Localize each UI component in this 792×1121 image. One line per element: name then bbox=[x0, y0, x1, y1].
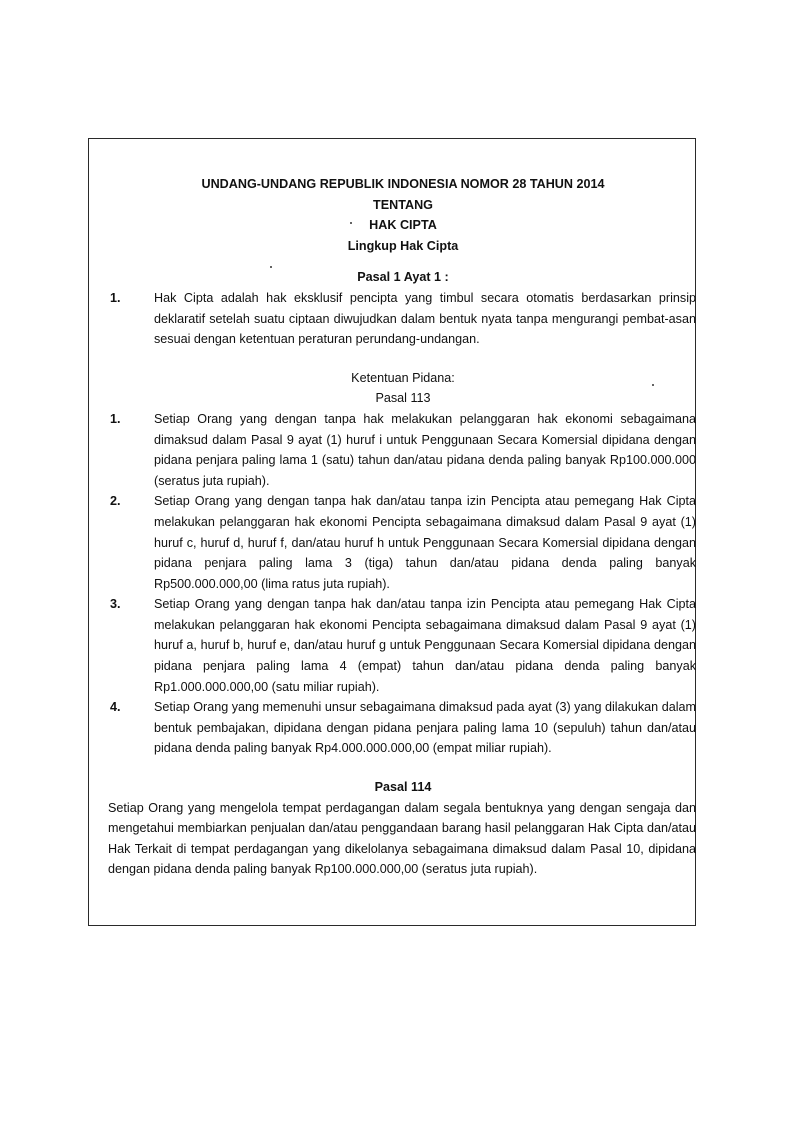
item-number: 1. bbox=[110, 411, 121, 426]
item-number: 2. bbox=[110, 494, 121, 509]
item-text: Setiap Orang yang dengan tanpa hak dan/atau tanpa izin Pencipta atau pemegang Hak Cipta melakukan pelanggaran hak ekonomi Pencipta sebagaimana dimaksud dalam Pasal 9 ayat (1) huruf a, huruf b, huruf e, dan/atau huruf g untuk Penggunaan Secara Komersial dipidana dengan pidana penjara paling lama 4 (empat) tahun dan/atau pidana denda paling banyak Rp1.000.000.000,00 (satu miliar rupiah). bbox=[154, 597, 696, 694]
scope-heading: Lingkup Hak Cipta bbox=[347, 238, 459, 253]
pasal-113-heading: Pasal 113 bbox=[375, 391, 431, 406]
pasal-113-item bbox=[110, 409, 696, 491]
pasal-113-item bbox=[110, 594, 696, 697]
pasal-1-item bbox=[110, 288, 696, 350]
document-content bbox=[110, 174, 696, 880]
pasal-113-item bbox=[110, 491, 696, 594]
item-text: Setiap Orang yang memenuhi unsur sebagaimana dimaksud pada ayat (3) yang dilakukan dalam bentuk pembajakan, dipidana dengan pidana penjara paling lama 10 (sepuluh) tahun dan/atau pidana denda paling banyak Rp4.000.000.000,00 (empat miliar rupiah). bbox=[154, 700, 696, 756]
law-title-tentang: TENTANG bbox=[373, 197, 433, 212]
pasal-114-heading: Pasal 114 bbox=[374, 780, 432, 795]
pasal-114-text: Setiap Orang yang mengelola tempat perdagangan dalam segala bentuknya yang dengan sengaja dan mengetahui membiarkan penjualan dan/atau penggandaan barang hasil pelanggaran Hak Cipta dan/atau Hak Terkait di tempat perdagangan yang dikelolanya sebagaimana dimaksud dalam Pasal 10, dipidana dengan pidana denda paling banyak Rp100.000.000,00 (seratus juta rupiah). bbox=[108, 800, 696, 877]
law-subject: HAK CIPTA bbox=[369, 218, 437, 233]
pasal-1-heading: Pasal 1 Ayat 1 : bbox=[357, 270, 449, 285]
item-text: Hak Cipta adalah hak eksklusif pencipta yang timbul secara otomatis berdasarkan prinsip deklaratif setelah suatu ciptaan diwujudkan dalam bentuk nyata tanpa mengurangi pembat-asan sesuai dengan ketentuan peraturan perundang-undangan. bbox=[154, 290, 696, 347]
item-text: Setiap Orang yang dengan tanpa hak melakukan pelanggaran hak ekonomi sebagaimana dimaksud dalam Pasal 9 ayat (1) huruf i untuk Penggunaan Secara Komersial dipidana dengan pidana penjara paling lama 1 (satu) tahun dan/atau pidana denda paling banyak Rp100.000.000 (seratus juta rupiah). bbox=[154, 411, 696, 488]
item-text: Setiap Orang yang dengan tanpa hak dan/atau tanpa izin Pencipta atau pemegang Hak Cipta melakukan pelanggaran hak ekonomi Pencipta sebagaimana dimaksud dalam Pasal 9 ayat (1) huruf c, huruf d, huruf f, dan/atau huruf h untuk Penggunaan Secara Komersial dipidana dengan pidana penjara paling lama 3 (tiga) tahun dan/atau pidana denda paling banyak Rp500.000.000,00 (lima ratus juta rupiah). bbox=[154, 494, 696, 591]
item-number: 1. bbox=[110, 290, 121, 305]
item-number: 3. bbox=[110, 597, 121, 612]
pasal-113-item bbox=[110, 697, 696, 759]
law-title: UNDANG-UNDANG REPUBLIK INDONESIA NOMOR 28 TAHUN 2014 bbox=[201, 177, 605, 191]
item-number: 4. bbox=[110, 700, 121, 715]
ketentuan-pidana-heading: Ketentuan Pidana: bbox=[351, 370, 455, 385]
